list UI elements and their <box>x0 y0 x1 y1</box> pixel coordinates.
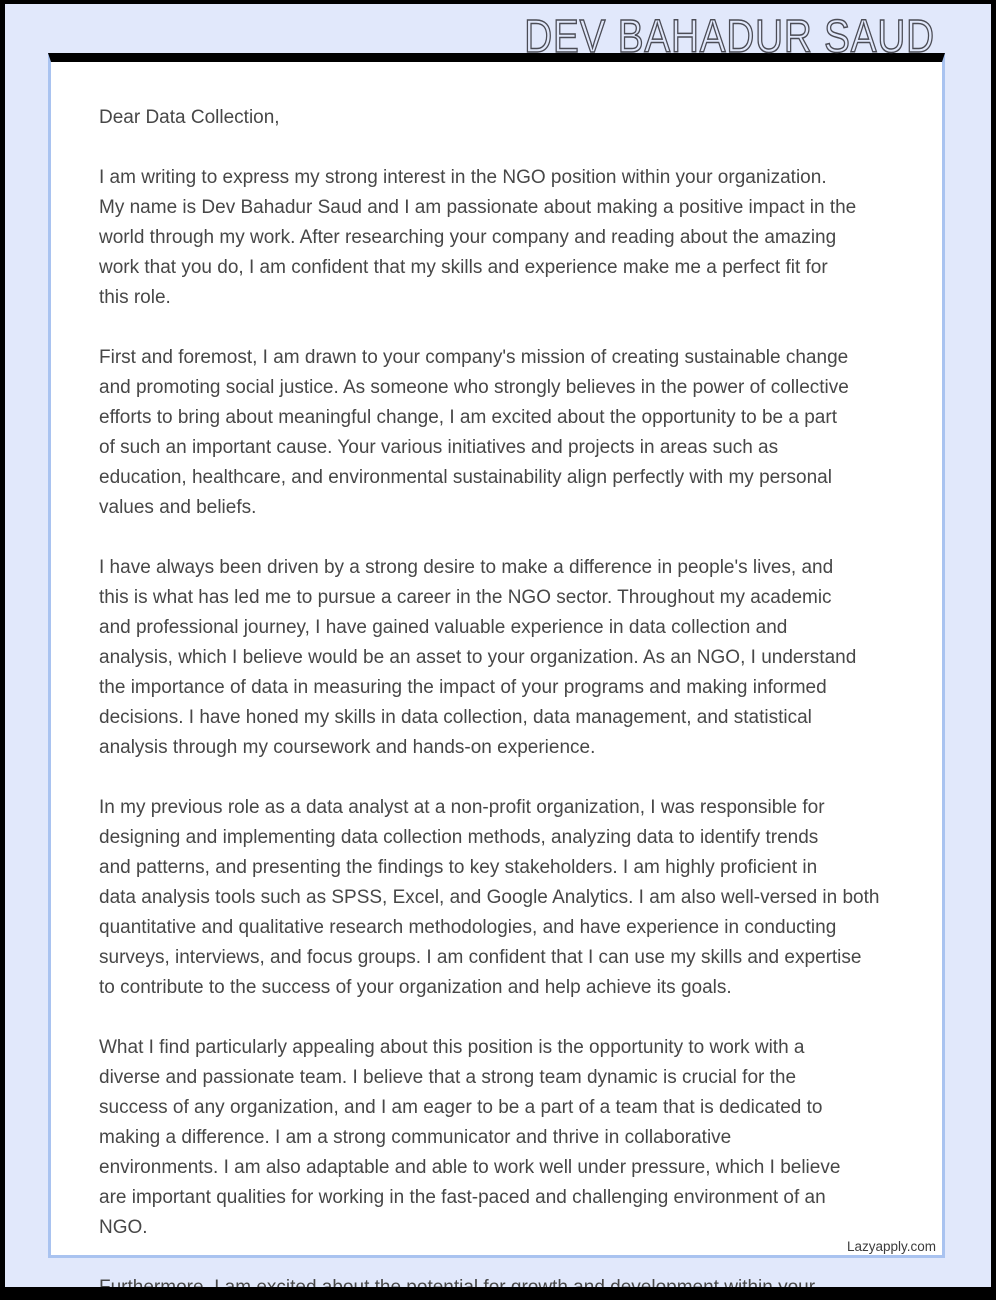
paragraph-line: and professional journey, I have gained valuable experience in data collection and <box>99 617 788 638</box>
candidate-name-title: DEV BAHADUR SAUD <box>524 10 935 62</box>
paragraph-line: NGO. <box>99 1217 148 1238</box>
letter-page <box>48 53 945 1258</box>
paragraph-line: to contribute to the success of your organization and help achieve its goals. <box>99 977 732 998</box>
paragraph-line: I have always been driven by a strong desire to make a difference in people's lives, and <box>99 557 834 578</box>
paragraph-line: this is what has led me to pursue a career in the NGO sector. Throughout my academic <box>99 587 832 608</box>
paragraph-line: surveys, interviews, and focus groups. I am confident that I can use my skills and expertise <box>99 947 862 968</box>
paragraph-line: diverse and passionate team. I believe that a strong team dynamic is crucial for the <box>99 1067 797 1088</box>
paragraph-line: work that you do, I am confident that my skills and experience make me a perfect fit for <box>99 257 828 278</box>
paragraph-line: education, healthcare, and environmental sustainability align perfectly with my personal <box>99 467 832 488</box>
paragraph-line: this role. <box>99 287 171 308</box>
paragraph-line: designing and implementing data collection methods, analyzing data to identify trends <box>99 827 819 848</box>
paragraph-line: In my previous role as a data analyst at a non-profit organization, I was responsible for <box>99 797 825 818</box>
paragraph <box>99 1033 894 1243</box>
outer-frame-right <box>991 0 996 1300</box>
outer-frame-top <box>0 0 996 4</box>
salutation: Dear Data Collection, <box>99 107 280 128</box>
paragraph-line: What I find particularly appealing about this position is the opportunity to work with a <box>99 1037 805 1058</box>
paragraph-line: analysis through my coursework and hands-on experience. <box>99 737 596 758</box>
outer-frame-bottom <box>0 1287 996 1300</box>
paragraph-line: quantitative and qualitative research methodologies, and have experience in conducting <box>99 917 837 938</box>
paragraph-line: and patterns, and presenting the findings to key stakeholders. I am highly proficient in <box>99 857 818 878</box>
paragraph-line: success of any organization, and I am eager to be a part of a team that is dedicated to <box>99 1097 823 1118</box>
paragraph-line: I am writing to express my strong interest in the NGO position within your organization. <box>99 167 827 188</box>
paragraph-line: decisions. I have honed my skills in data collection, data management, and statistical <box>99 707 812 728</box>
paragraph <box>99 553 894 763</box>
letter-content <box>51 62 942 1300</box>
paragraph-line: are important qualities for working in the fast-paced and challenging environment of an <box>99 1187 826 1208</box>
paragraph-line: environments. I am also adaptable and able to work well under pressure, which I believe <box>99 1157 841 1178</box>
paragraph-line: First and foremost, I am drawn to your company's mission of creating sustainable change <box>99 347 849 368</box>
paragraph <box>99 163 894 313</box>
paragraph-line: data analysis tools such as SPSS, Excel, and Google Analytics. I am also well-versed in both <box>99 887 880 908</box>
paragraph-line: the importance of data in measuring the impact of your programs and making informed <box>99 677 827 698</box>
paragraph-line: values and beliefs. <box>99 497 257 518</box>
paragraph-line: analysis, which I believe would be an asset to your organization. As an NGO, I understand <box>99 647 857 668</box>
lazyapply-watermark: Lazyapply.com <box>846 1239 936 1254</box>
paragraph-line: efforts to bring about meaningful change, I am excited about the opportunity to be a part <box>99 407 837 428</box>
paragraph-line: world through my work. After researching your company and reading about the amazing <box>99 227 837 248</box>
paragraph <box>99 793 894 1003</box>
paragraph-line: making a difference. I am a strong communicator and thrive in collaborative <box>99 1127 732 1148</box>
paragraph-line: My name is Dev Bahadur Saud and I am passionate about making a positive impact in the <box>99 197 857 218</box>
outer-frame-left <box>0 0 5 1300</box>
paragraph-line: of such an important cause. Your various initiatives and projects in areas such as <box>99 437 779 458</box>
paragraph <box>99 343 894 523</box>
paragraph-line: and promoting social justice. As someone who strongly believes in the power of collective <box>99 377 849 398</box>
letter-paragraphs <box>99 163 894 1300</box>
